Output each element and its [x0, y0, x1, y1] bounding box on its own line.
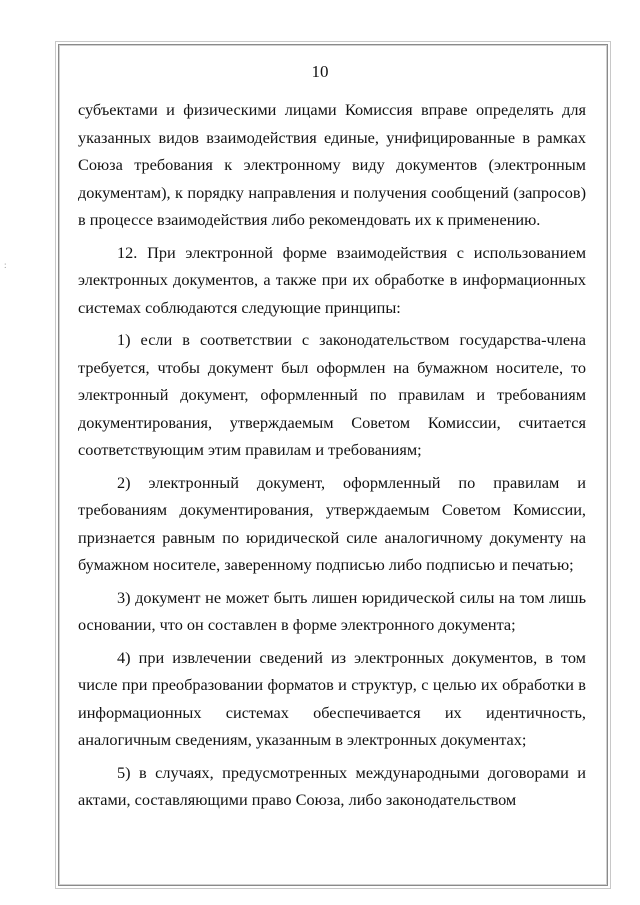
document-body	[78, 96, 586, 819]
paragraph-item-2: 2) электронный документ, оформленный по правилам и требованиям документирования, утверждаемым Советом Комиссии, признается равным по юридической силе аналогичному документу на бумажном носителе, заверенному подписью либо подписью и печатью;	[78, 472, 586, 574]
page-number: 10	[311, 62, 329, 81]
paragraph-clause-12: 12. При электронной форме взаимодействия с использованием электронных документов, а также при их обработке в информационных системах соблюдаются следующие принципы:	[78, 242, 586, 317]
paragraph-item-4: 4) при извлечении сведений из электронных документов, в том числе при преобразовании форматов и структур, с целью их обработки в информационных системах обеспечивается их идентичность, аналогичным сведениям, указанным в электронных документах;	[78, 647, 586, 749]
paragraph-item-1: 1) если в соответствии с законодательством государства-члена требуется, чтобы документ был оформлен на бумажном носителе, то электронный документ, оформленный по правилам и требованиям документирования, утверждаемым Советом Комиссии, считается соответствующим этим правилам и требованиям;	[78, 330, 586, 459]
scan-margin-mark: :	[4, 260, 7, 270]
paragraph-item-5: 5) в случаях, предусмотренных международными договорами и актами, составляющими право Союза, либо законодательством	[78, 762, 586, 809]
paragraph-continuation: субъектами и физическими лицами Комиссия вправе определять для указанных видов взаимодействия единые, унифицированные в рамках Союза требования к электронному виду документов (электронным документам), к порядку направления и получения сообщений (запросов) в процессе взаимодействия либо рекомендовать их к применению.	[78, 100, 586, 229]
paragraph-item-3: 3) документ не может быть лишен юридической силы на том лишь основании, что он составлен в форме электронного документа;	[78, 587, 586, 634]
